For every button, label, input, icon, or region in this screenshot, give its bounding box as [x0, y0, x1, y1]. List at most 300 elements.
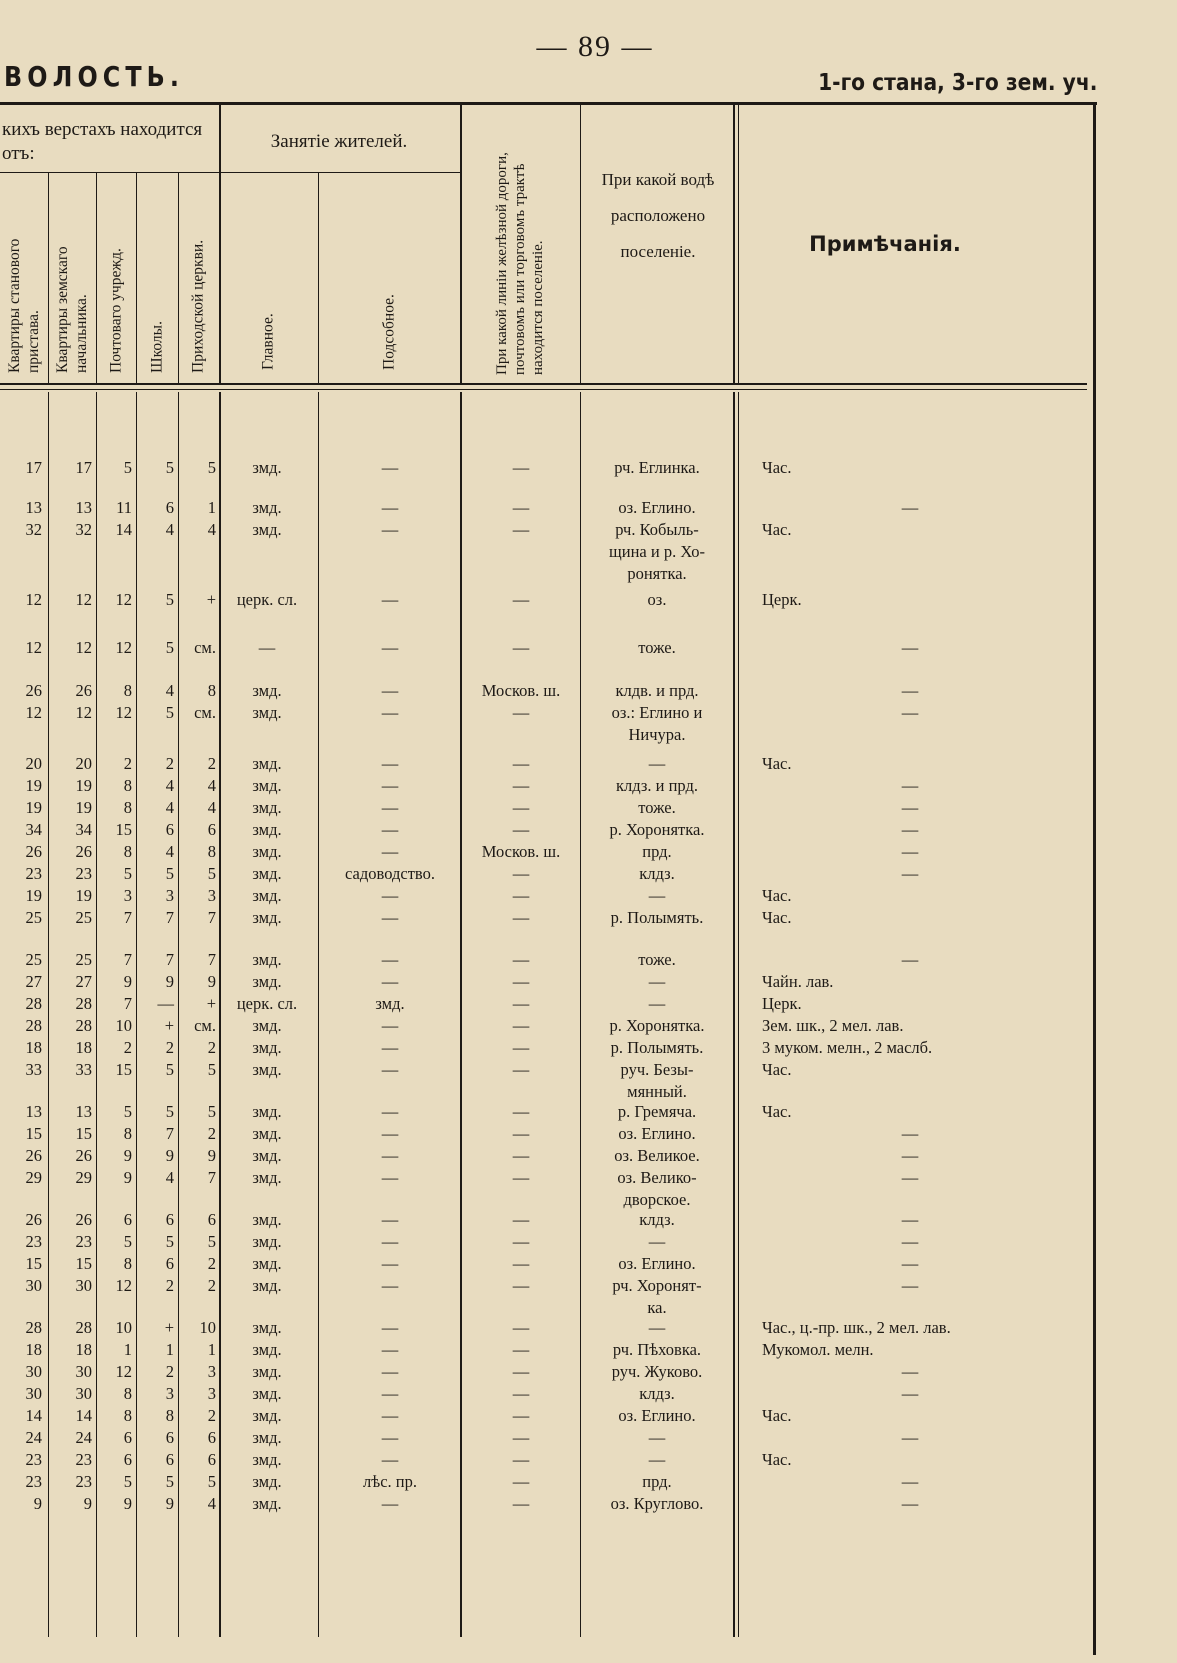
cell-school: 5	[165, 458, 174, 477]
cell-church: 7	[207, 950, 216, 969]
cell-stan: 30	[25, 1276, 42, 1295]
cell-school: 9	[165, 1146, 174, 1165]
cell-main: змд.	[252, 886, 282, 905]
cell-zemsk: 28	[75, 994, 92, 1013]
cell-zemsk: 30	[75, 1362, 92, 1381]
cell-aux: —	[381, 638, 399, 657]
cell-road: —	[512, 776, 530, 795]
cell-post: 8	[123, 776, 132, 795]
cell-school: 7	[165, 908, 174, 927]
cell-water: руч. Жуково.	[611, 1362, 703, 1381]
page-subtitle: 1-го стана, 3-го зем. уч.	[817, 70, 1097, 96]
cell-church: 10	[199, 1318, 216, 1337]
cell-zemsk: 23	[75, 1472, 92, 1491]
cell-school: 6	[165, 498, 174, 517]
cell-stan: 20	[25, 754, 42, 773]
cell-note: Час.	[762, 520, 792, 539]
cell-road: Москов. ш.	[481, 681, 561, 700]
cell-main: змд.	[252, 681, 282, 700]
cell-post: 8	[123, 1124, 132, 1143]
cell-note: Час.	[762, 1060, 792, 1079]
cell-road: —	[512, 590, 530, 609]
cell-main: змд.	[252, 520, 282, 539]
cell-main: змд.	[252, 1016, 282, 1035]
cell-stan: 23	[25, 1232, 42, 1251]
cell-note: Церк.	[762, 590, 802, 609]
cell-stan: 30	[25, 1362, 42, 1381]
cell-zemsk: 19	[75, 798, 92, 817]
cell-road: —	[512, 1016, 530, 1035]
cell-school: 6	[165, 1428, 174, 1447]
cell-note: —	[901, 1384, 919, 1403]
cell-main: змд.	[252, 1318, 282, 1337]
cell-aux: —	[381, 520, 399, 539]
cell-main: змд.	[252, 864, 282, 883]
cell-school: 2	[165, 1038, 174, 1057]
cell-school: 5	[165, 864, 174, 883]
cell-church: 4	[207, 798, 216, 817]
cell-school: 3	[165, 1384, 174, 1403]
cell-main: змд.	[252, 703, 282, 722]
cell-stan: 28	[25, 1318, 42, 1337]
cell-road: —	[512, 1276, 530, 1295]
cell-post: 2	[123, 754, 132, 773]
cell-road: —	[512, 1124, 530, 1143]
cell-water: прд.	[642, 842, 672, 861]
cell-stan: 34	[25, 820, 42, 839]
cell-zemsk: 25	[75, 950, 92, 969]
cell-post: 1	[123, 1340, 132, 1359]
cell-school: 2	[165, 1362, 174, 1381]
cell-aux: —	[381, 1124, 399, 1143]
cell-school: 5	[165, 1232, 174, 1251]
cell-stan: 19	[25, 776, 42, 795]
cell-zemsk: 26	[75, 842, 92, 861]
cell-post: 12	[115, 703, 132, 722]
cell-aux: —	[381, 1210, 399, 1229]
cell-church: 5	[207, 1060, 216, 1079]
cell-post: 5	[123, 864, 132, 883]
cell-church: 2	[207, 1124, 216, 1143]
page-title: ВОЛОСТЬ.	[4, 60, 185, 93]
cell-main: змд.	[252, 1406, 282, 1425]
cell-water: рч. Хоронят-	[612, 1276, 702, 1295]
cell-church: см.	[194, 1016, 216, 1035]
cell-main: змд.	[252, 1102, 282, 1121]
cell-road: —	[512, 1494, 530, 1513]
cell-zemsk: 19	[75, 886, 92, 905]
cell-main: змд.	[252, 1146, 282, 1165]
cell-note: Час.	[762, 1406, 792, 1425]
cell-post: 12	[115, 638, 132, 657]
cell-water: руч. Безы-	[620, 1060, 694, 1079]
cell-post: 11	[116, 498, 132, 517]
cell-zemsk: 18	[75, 1038, 92, 1057]
cell-note: —	[901, 1276, 919, 1295]
cell-post: 9	[123, 1146, 132, 1165]
cell-aux: —	[381, 590, 399, 609]
cell-water: р. Хоронятка.	[609, 820, 705, 839]
cell-note: —	[901, 638, 919, 657]
cell-post: 8	[123, 842, 132, 861]
cell-church: 3	[207, 1384, 216, 1403]
cell-main: змд.	[252, 1232, 282, 1251]
cell-church: 5	[207, 864, 216, 883]
cell-road: —	[512, 1384, 530, 1403]
cell-note: —	[901, 1124, 919, 1143]
cell-road: —	[512, 972, 530, 991]
cell-church: 4	[207, 1494, 216, 1513]
cell-zemsk: 12	[75, 638, 92, 657]
cell-stan: 23	[25, 1450, 42, 1469]
cell-zemsk: 15	[75, 1254, 92, 1273]
cell-main: змд.	[252, 950, 282, 969]
cell-church: 6	[207, 1210, 216, 1229]
cell-main: змд.	[252, 754, 282, 773]
cell-road: —	[512, 520, 530, 539]
cell-church: 7	[207, 1168, 216, 1187]
cell-road: —	[512, 1472, 530, 1491]
cell-water: —	[648, 1450, 666, 1469]
cell-school: 5	[165, 1102, 174, 1121]
cell-water: р. Полымять.	[610, 908, 704, 927]
cell-note: —	[901, 1168, 919, 1187]
cell-main: змд.	[252, 776, 282, 795]
cell-note: —	[901, 842, 919, 861]
cell-road: —	[512, 754, 530, 773]
cell-aux: —	[381, 798, 399, 817]
cell-post: 10	[115, 1318, 132, 1337]
cell-note: —	[901, 1232, 919, 1251]
cell-post: 5	[123, 458, 132, 477]
cell-road: —	[512, 1232, 530, 1251]
cell-water: р. Хоронятка.	[609, 1016, 705, 1035]
cell-stan: 13	[25, 498, 42, 517]
cell-post: 15	[115, 820, 132, 839]
cell-aux: —	[381, 681, 399, 700]
cell-school: 4	[165, 798, 174, 817]
cell-stan: 29	[25, 1168, 42, 1187]
cell-road: —	[512, 1254, 530, 1273]
cell-aux: —	[381, 1384, 399, 1403]
cell-main: —	[258, 638, 276, 657]
cell-aux: —	[381, 1016, 399, 1035]
cell-school: 7	[165, 1124, 174, 1143]
cell-aux: —	[381, 498, 399, 517]
cell-stan: 30	[25, 1384, 42, 1403]
cell-water: прд.	[642, 1472, 672, 1491]
cell-aux: —	[381, 820, 399, 839]
cell-church: 9	[207, 1146, 216, 1165]
cell-zemsk: 23	[75, 1232, 92, 1251]
cell-water: щина и р. Хо-	[609, 542, 705, 561]
cell-water: мянный.	[627, 1082, 687, 1101]
cell-road: —	[512, 1450, 530, 1469]
cell-church: 9	[207, 972, 216, 991]
cell-water: Ничура.	[628, 725, 686, 744]
cell-post: 3	[123, 886, 132, 905]
cell-note: Церк.	[762, 994, 802, 1013]
cell-aux: —	[381, 1450, 399, 1469]
cell-aux: —	[381, 703, 399, 722]
cell-aux: —	[381, 972, 399, 991]
cell-zemsk: 28	[75, 1318, 92, 1337]
cell-water: оз. Еглино.	[618, 1406, 696, 1425]
cell-water: —	[648, 754, 666, 773]
cell-zemsk: 23	[75, 864, 92, 883]
cell-church: 2	[207, 1038, 216, 1057]
cell-aux: —	[381, 1406, 399, 1425]
cell-note: —	[901, 1428, 919, 1447]
cell-church: 4	[207, 776, 216, 795]
cell-water: рч. Еглинка.	[614, 458, 700, 477]
cell-post: 9	[123, 1168, 132, 1187]
cell-aux: —	[381, 1038, 399, 1057]
cell-note: Час.	[762, 886, 792, 905]
cell-note: —	[901, 776, 919, 795]
cell-post: 7	[123, 950, 132, 969]
cell-zemsk: 33	[75, 1060, 92, 1079]
cell-water: оз. Еглино.	[618, 1124, 696, 1143]
cell-school: 9	[165, 1494, 174, 1513]
cell-note: —	[901, 798, 919, 817]
cell-water: р. Гремяча.	[617, 1102, 697, 1121]
cell-stan: 26	[25, 1210, 42, 1229]
cell-stan: 23	[25, 1472, 42, 1491]
cell-water: клдв. и прд.	[615, 681, 699, 700]
cell-school: 4	[165, 842, 174, 861]
cell-stan: 12	[25, 638, 42, 657]
cell-road: —	[512, 1168, 530, 1187]
cell-note: —	[901, 1210, 919, 1229]
cell-main: змд.	[252, 798, 282, 817]
cell-note: —	[901, 820, 919, 839]
cell-road: —	[512, 886, 530, 905]
cell-road: —	[512, 1060, 530, 1079]
cell-stan: 12	[25, 590, 42, 609]
cell-main: змд.	[252, 972, 282, 991]
cell-post: 5	[123, 1232, 132, 1251]
cell-stan: 19	[25, 798, 42, 817]
page-number: — 89 —	[536, 30, 654, 63]
cell-note: Зем. шк., 2 мел. лав.	[762, 1016, 904, 1035]
cell-water: —	[648, 1428, 666, 1447]
cell-church: 8	[207, 681, 216, 700]
cell-stan: 28	[25, 994, 42, 1013]
cell-aux: —	[381, 1168, 399, 1187]
cell-zemsk: 14	[75, 1406, 92, 1425]
cell-aux: —	[381, 754, 399, 773]
cell-road: Москов. ш.	[481, 842, 561, 861]
cell-main: змд.	[252, 820, 282, 839]
cell-water: оз.: Еглино и	[611, 703, 703, 722]
cell-road: —	[512, 950, 530, 969]
cell-zemsk: 34	[75, 820, 92, 839]
cell-post: 7	[123, 908, 132, 927]
cell-post: 10	[115, 1016, 132, 1035]
cell-main: змд.	[252, 1384, 282, 1403]
cell-zemsk: 29	[75, 1168, 92, 1187]
cell-church: 4	[207, 520, 216, 539]
cell-road: —	[512, 1210, 530, 1229]
cell-note: —	[901, 950, 919, 969]
cell-church: см.	[194, 703, 216, 722]
column-notes: Примѣчанія.	[809, 232, 961, 256]
cell-post: 8	[123, 1254, 132, 1273]
cell-water: —	[648, 1318, 666, 1337]
cell-stan: 33	[25, 1060, 42, 1079]
cell-school: 6	[165, 1450, 174, 1469]
cell-road: —	[512, 908, 530, 927]
cell-school: 5	[165, 1060, 174, 1079]
cell-water: —	[648, 886, 666, 905]
cell-school: 4	[165, 776, 174, 795]
cell-post: 12	[115, 1362, 132, 1381]
cell-aux: змд.	[375, 994, 405, 1013]
cell-stan: 25	[25, 908, 42, 927]
cell-school: 5	[165, 1472, 174, 1491]
cell-road: —	[512, 1340, 530, 1359]
cell-zemsk: 15	[75, 1124, 92, 1143]
cell-aux: —	[381, 1340, 399, 1359]
cell-water: тоже.	[638, 950, 676, 969]
cell-school: 6	[165, 820, 174, 839]
cell-post: 12	[115, 1276, 132, 1295]
cell-main: змд.	[252, 842, 282, 861]
cell-note: Мукомол. мелн.	[762, 1340, 874, 1359]
cell-water: —	[648, 972, 666, 991]
cell-note: Час.	[762, 1450, 792, 1469]
cell-zemsk: 13	[75, 1102, 92, 1121]
cell-aux: —	[381, 950, 399, 969]
cell-main: змд.	[252, 1472, 282, 1491]
cell-road: —	[512, 703, 530, 722]
cell-main: змд.	[252, 1038, 282, 1057]
cell-stan: 13	[25, 1102, 42, 1121]
cell-water: оз.	[647, 590, 667, 609]
cell-note: 3 муком. мелн., 2 маслб.	[762, 1038, 933, 1057]
cell-school: 8	[165, 1406, 174, 1425]
cell-water: оз. Еглино.	[618, 1254, 696, 1273]
cell-post: 12	[115, 590, 132, 609]
cell-water: клдз.	[639, 1210, 675, 1229]
cell-zemsk: 26	[75, 681, 92, 700]
column-group-distance: кихъ верстахъ находится отъ:	[2, 119, 203, 164]
cell-zemsk: 24	[75, 1428, 92, 1447]
cell-main: змд.	[252, 458, 282, 477]
cell-stan: 26	[25, 1146, 42, 1165]
column-group-occupation: Занятіе жителей.	[270, 131, 408, 152]
cell-church: 7	[207, 908, 216, 927]
cell-church: 2	[207, 1276, 216, 1295]
cell-school: 7	[165, 950, 174, 969]
cell-water: оз. Великое.	[614, 1146, 700, 1165]
cell-main: змд.	[252, 1450, 282, 1469]
cell-school: 6	[165, 1254, 174, 1273]
cell-water: тоже.	[638, 638, 676, 657]
cell-post: 7	[123, 994, 132, 1013]
cell-school: 1	[165, 1340, 174, 1359]
cell-stan: 14	[25, 1406, 42, 1425]
cell-zemsk: 28	[75, 1016, 92, 1035]
cell-main: змд.	[252, 1124, 282, 1143]
cell-post: 6	[123, 1450, 132, 1469]
cell-school: 9	[165, 972, 174, 991]
cell-church: 5	[207, 1232, 216, 1251]
cell-post: 15	[115, 1060, 132, 1079]
cell-main: змд.	[252, 1494, 282, 1513]
cell-stan: 18	[25, 1038, 42, 1057]
cell-road: —	[512, 638, 530, 657]
cell-aux: —	[381, 1146, 399, 1165]
cell-note: —	[901, 1472, 919, 1491]
cell-water: тоже.	[638, 798, 676, 817]
cell-road: —	[512, 1428, 530, 1447]
cell-aux: —	[381, 1060, 399, 1079]
cell-church: 6	[207, 820, 216, 839]
cell-note: —	[901, 1146, 919, 1165]
cell-aux: —	[381, 1362, 399, 1381]
cell-note: Час.	[762, 754, 792, 773]
cell-post: 5	[123, 1102, 132, 1121]
cell-aux: —	[381, 1494, 399, 1513]
cell-stan: 17	[25, 458, 42, 477]
cell-church: 1	[207, 1340, 216, 1359]
cell-water: —	[648, 1232, 666, 1251]
cell-school: +	[164, 1318, 174, 1337]
cell-church: 2	[207, 1254, 216, 1273]
cell-school: 4	[165, 681, 174, 700]
cell-zemsk: 20	[75, 754, 92, 773]
cell-note: —	[901, 1254, 919, 1273]
cell-zemsk: 32	[75, 520, 92, 539]
cell-road: —	[512, 458, 530, 477]
cell-zemsk: 25	[75, 908, 92, 927]
cell-road: —	[512, 1038, 530, 1057]
cell-main: церк. сл.	[236, 994, 298, 1013]
cell-zemsk: 17	[75, 458, 92, 477]
cell-note: Чайн. лав.	[762, 972, 834, 991]
cell-water: р. Полымять.	[610, 1038, 704, 1057]
cell-main: змд.	[252, 1060, 282, 1079]
cell-road: —	[512, 820, 530, 839]
cell-note: —	[901, 703, 919, 722]
cell-water: клдз. и прд.	[616, 776, 698, 795]
cell-church: 5	[207, 1102, 216, 1121]
cell-aux: садоводство.	[345, 864, 435, 883]
cell-note: —	[901, 864, 919, 883]
cell-church: см.	[194, 638, 216, 657]
cell-water: ка.	[647, 1298, 667, 1317]
cell-aux: —	[381, 1254, 399, 1273]
cell-church: 8	[207, 842, 216, 861]
cell-post: 9	[123, 1494, 132, 1513]
cell-church: 6	[207, 1450, 216, 1469]
cell-school: 4	[165, 1168, 174, 1187]
cell-zemsk: 26	[75, 1146, 92, 1165]
cell-school: 5	[165, 703, 174, 722]
cell-church: 5	[207, 1472, 216, 1491]
cell-main: змд.	[252, 1340, 282, 1359]
cell-road: —	[512, 498, 530, 517]
cell-church: 6	[207, 1428, 216, 1447]
cell-aux: —	[381, 776, 399, 795]
cell-zemsk: 13	[75, 498, 92, 517]
cell-main: змд.	[252, 1210, 282, 1229]
cell-note: Час.	[762, 908, 792, 927]
cell-main: змд.	[252, 1362, 282, 1381]
cell-note: —	[901, 1494, 919, 1513]
